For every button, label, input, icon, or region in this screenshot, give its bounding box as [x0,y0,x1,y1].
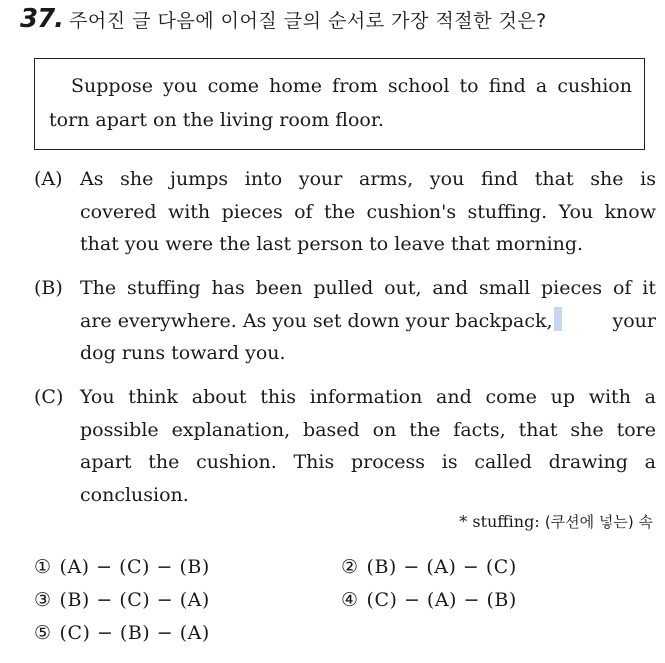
footnote-marker: * stuffing: [459,512,540,531]
paragraph-b-line-1: The stuffing has been pulled out, and small pieces of it [80,277,656,299]
choice-1[interactable] [34,556,210,578]
question-number: 37. [20,4,64,34]
choice-4-text: (C) − (A) − (B) [366,589,517,611]
choice-1-text: (A) − (C) − (B) [59,556,210,578]
choice-3[interactable] [34,589,210,611]
paragraph-c-line-1: You think about this information and come up with a [80,386,656,408]
paragraph-a [34,163,656,261]
text-cursor-highlight [554,307,562,331]
paragraph-b-line-3: dog runs toward you. [80,342,286,364]
paragraph-a-line-3: that you were the last person to leave that morning. [80,233,584,255]
paragraph-b-line-2 [80,305,656,338]
question-prompt: 주어진 글 다음에 이어질 글의 순서로 가장 적절한 것은? [69,9,547,32]
paragraph-c-line-2: possible explanation, based on the facts, that she tore [80,418,656,441]
given-line-2: torn apart on the living room floor. [49,109,384,131]
given-line-1: Suppose you come home from school to find a cushion [71,75,632,97]
footnote-gloss: (쿠션에 넣는) 속 [544,513,653,531]
choice-3-number: ③ [34,589,52,611]
question-header [20,2,547,36]
choice-2[interactable] [341,556,517,578]
paragraph-b-line-2-text: are everywhere. As you set down your backpack, [80,309,553,332]
choice-3-text: (B) − (C) − (A) [59,589,210,611]
choice-2-text: (B) − (A) − (C) [366,556,517,578]
choice-5-text: (C) − (B) − (A) [59,622,210,644]
choice-5-number: ⑤ [34,622,52,644]
paragraph-c-line-3: apart the cushion. This process is called drawing a [80,451,656,473]
footnote [459,511,653,532]
paragraph-c-line-4: conclusion. [80,483,189,506]
paragraph-a-line-1: As she jumps into your arms, you find that she is [80,168,656,190]
choice-2-number: ② [341,556,359,578]
choice-1-number: ① [34,556,52,578]
given-passage-box [34,58,645,150]
paragraph-b-label: (B) [34,277,63,299]
choice-4[interactable] [341,589,517,611]
paragraph-b-line-2-end: your [612,309,656,332]
paragraph-a-label: (A) [34,168,63,190]
paragraph-a-line-2: covered with pieces of the cushion's stuffing. You know [80,200,656,223]
paragraph-c [34,381,656,511]
choice-4-number: ④ [341,589,359,611]
paragraph-b [34,272,656,370]
paragraph-c-label: (C) [34,386,64,408]
choice-5[interactable] [34,622,210,644]
